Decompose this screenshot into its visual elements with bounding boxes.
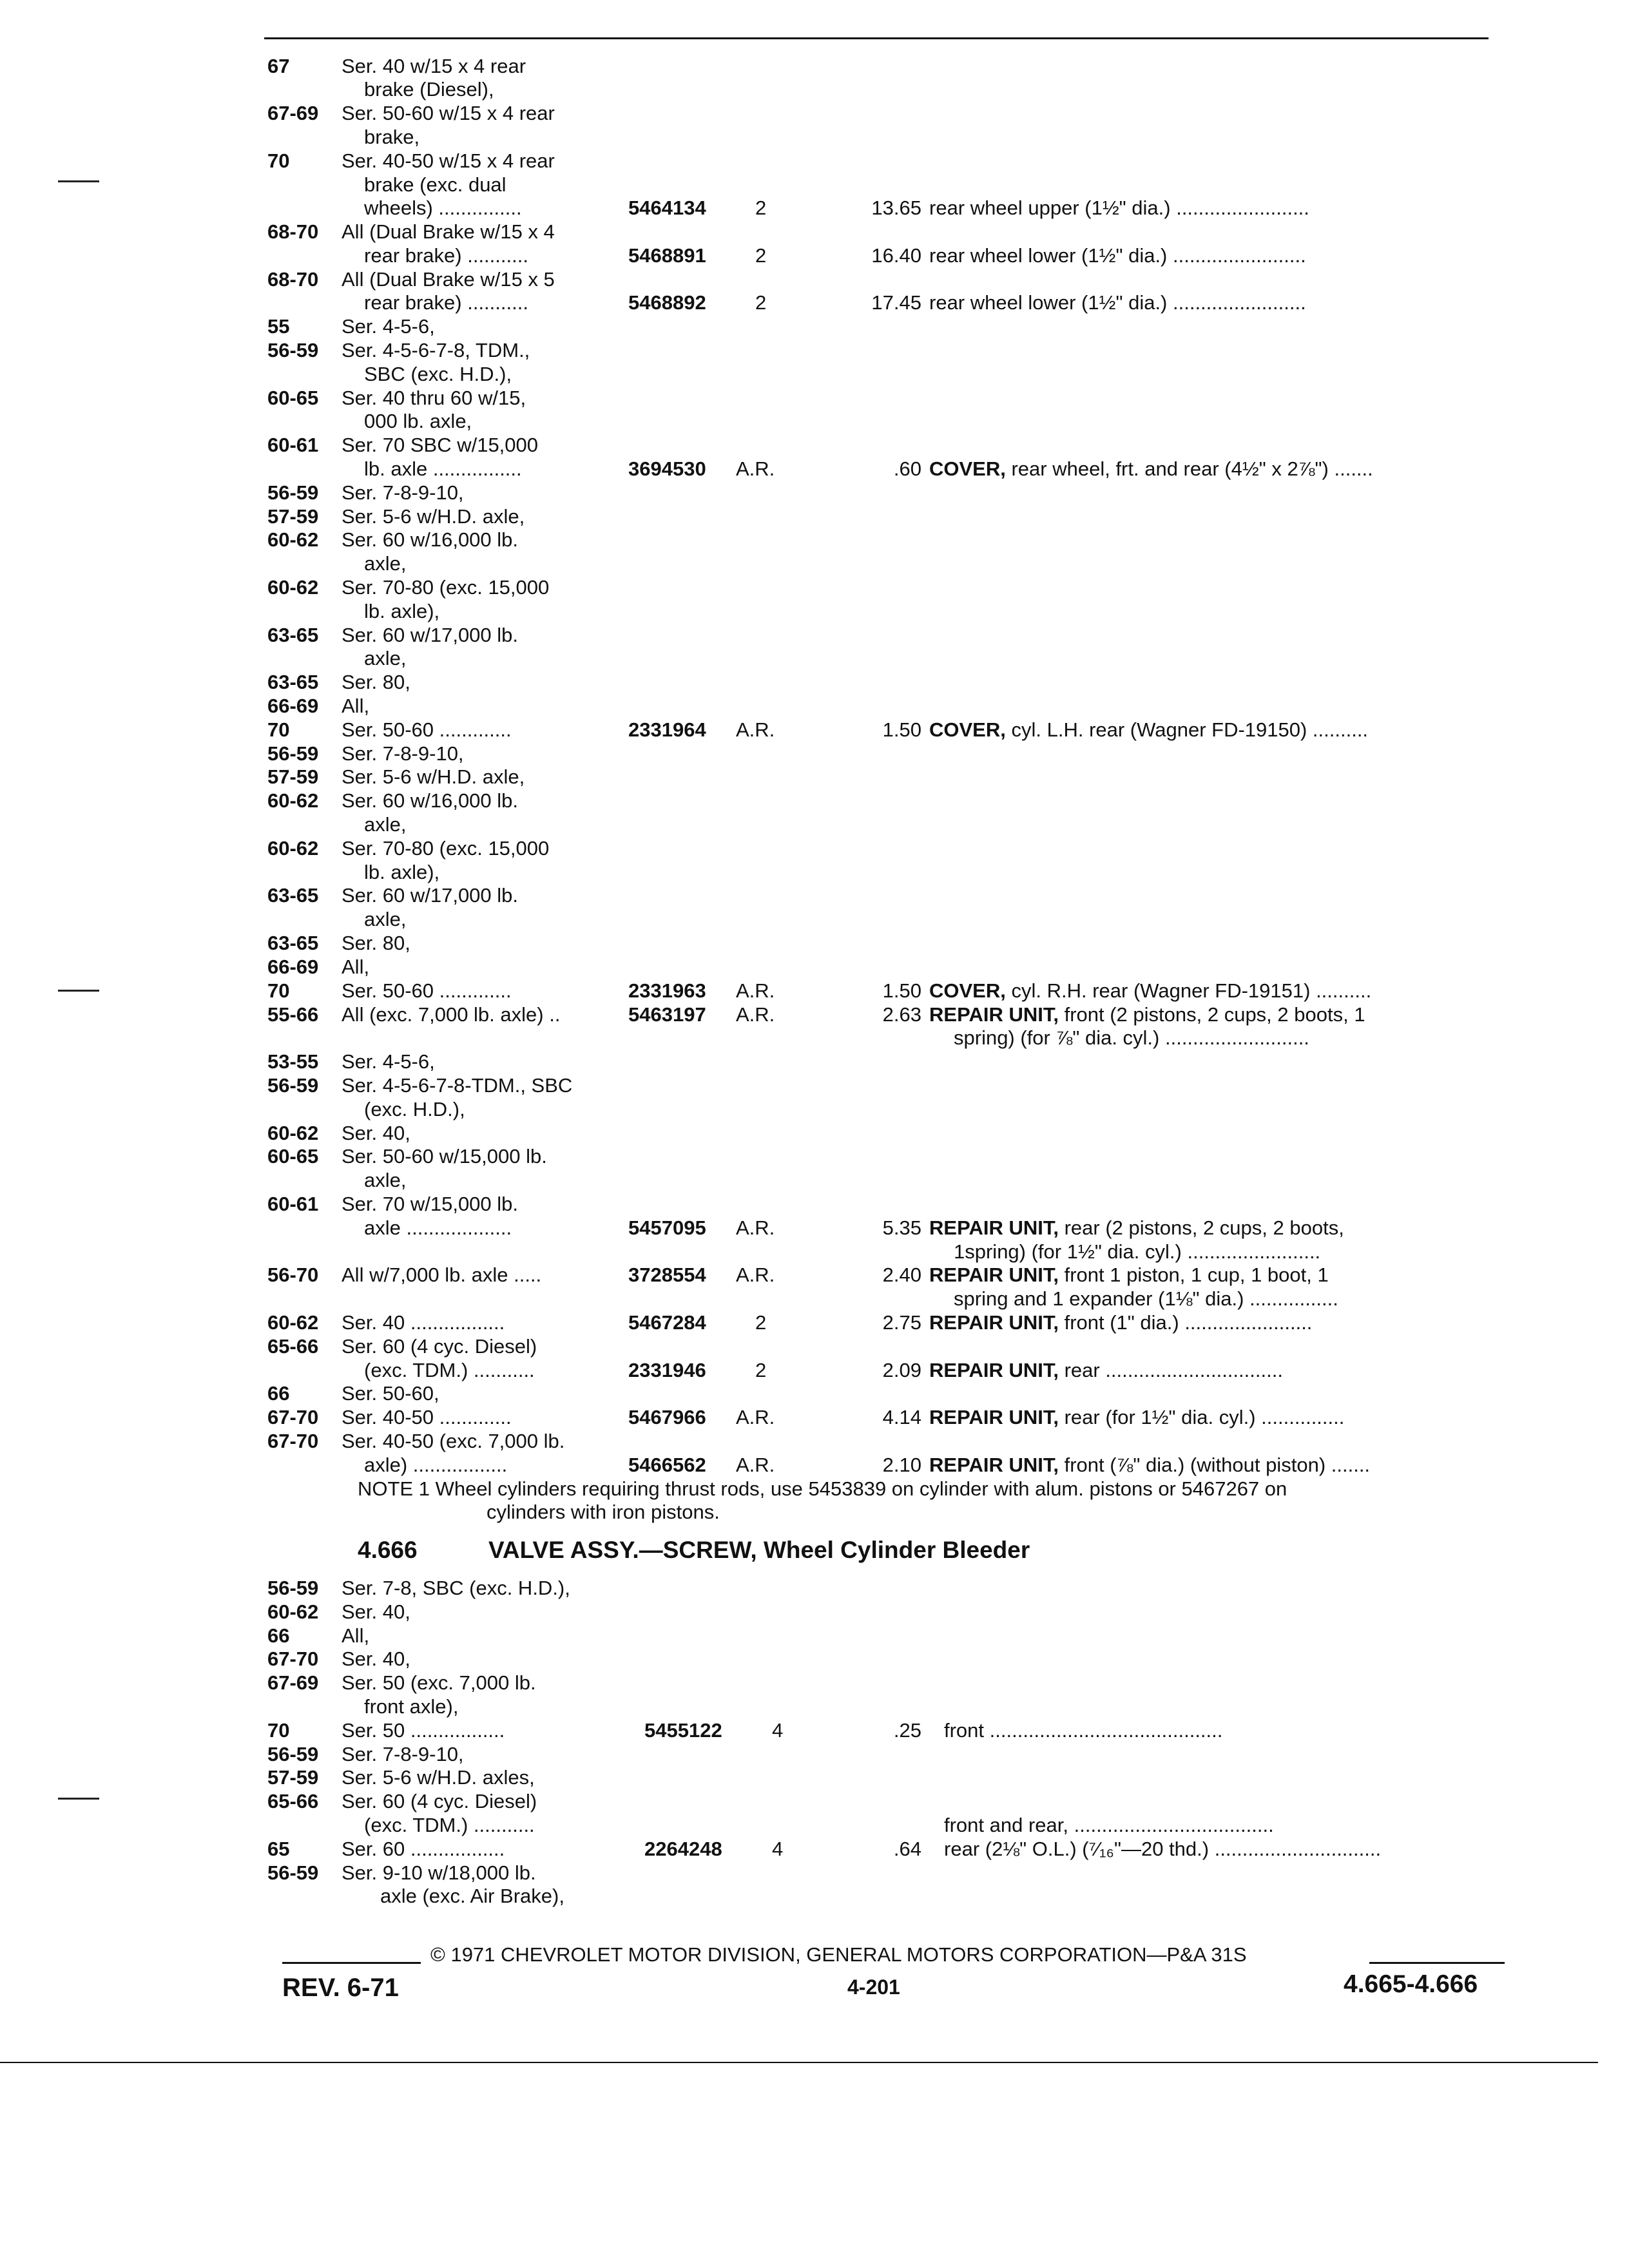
description bbox=[929, 1406, 1344, 1429]
quantity: 2 bbox=[755, 197, 767, 219]
text: 56-59 bbox=[267, 1743, 319, 1765]
description bbox=[929, 1359, 1283, 1382]
description-text: rear wheel, frt. and rear (4½" x 2⅞") ....... bbox=[1011, 457, 1373, 480]
text: All, bbox=[342, 956, 370, 978]
quantity: A.R. bbox=[736, 718, 775, 741]
description: spring) (for ⅞" dia. cyl.) .......................... bbox=[954, 1026, 1309, 1049]
part-name: REPAIR UNIT, bbox=[929, 1359, 1059, 1381]
text: 70 bbox=[267, 979, 290, 1002]
text: Ser. 60 (4 cyc. Diesel) bbox=[342, 1790, 537, 1812]
text: Ser. 60 w/16,000 lb. bbox=[342, 528, 519, 551]
text: 65-66 bbox=[267, 1790, 319, 1812]
text: 56-59 bbox=[267, 1074, 319, 1097]
text: All (exc. 7,000 lb. axle) .. bbox=[342, 1003, 561, 1026]
description: 1spring) (for 1½" dia. cyl.) ........................ bbox=[954, 1240, 1321, 1263]
text: 66 bbox=[267, 1624, 290, 1647]
part-number: 5468891 bbox=[628, 244, 706, 267]
description-text: front (⅞" dia.) (without piston) ....... bbox=[1064, 1454, 1371, 1476]
text: axle, bbox=[364, 647, 407, 669]
text: 60-62 bbox=[267, 1122, 319, 1144]
text: 66-69 bbox=[267, 695, 319, 717]
text: All, bbox=[342, 1624, 370, 1647]
text: SBC (exc. H.D.), bbox=[364, 363, 512, 385]
text: Ser. 5-6 w/H.D. axle, bbox=[342, 505, 525, 528]
text: (exc. H.D.), bbox=[364, 1098, 465, 1120]
text: lb. axle), bbox=[364, 600, 440, 622]
part-number: 3728554 bbox=[628, 1264, 706, 1286]
text: 60-65 bbox=[267, 1145, 319, 1168]
text: 65-66 bbox=[267, 1335, 319, 1358]
text: 55-66 bbox=[267, 1003, 319, 1026]
description bbox=[929, 1003, 1365, 1026]
text: rear brake) ........... bbox=[364, 244, 528, 267]
text: 68-70 bbox=[267, 268, 319, 291]
price: 17.45 bbox=[871, 291, 921, 314]
part-number: 5468892 bbox=[628, 291, 706, 314]
text: 56-70 bbox=[267, 1264, 319, 1286]
text: Ser. 4-5-6, bbox=[342, 315, 435, 338]
text: brake (Diesel), bbox=[364, 78, 494, 101]
part-name: COVER, bbox=[929, 457, 1006, 480]
text: Ser. 40, bbox=[342, 1648, 410, 1670]
text: axle ................... bbox=[364, 1216, 512, 1239]
price: 2.09 bbox=[882, 1359, 921, 1381]
part-number: 2264248 bbox=[644, 1838, 722, 1860]
description: rear wheel lower (1½" dia.) ........................ bbox=[929, 291, 1306, 314]
top-rule bbox=[264, 37, 1489, 39]
text: Ser. 7-8-9-10, bbox=[342, 742, 464, 765]
price: 4.14 bbox=[882, 1406, 921, 1428]
description-text: rear (2 pistons, 2 cups, 2 boots, bbox=[1064, 1216, 1344, 1239]
description bbox=[929, 1216, 1344, 1240]
description-text: cyl. R.H. rear (Wagner FD-19151) .......... bbox=[1011, 979, 1372, 1002]
text: axle, bbox=[364, 908, 407, 930]
price: 2.75 bbox=[882, 1311, 921, 1334]
text: All, bbox=[342, 695, 370, 717]
text: Ser. 50 ................. bbox=[342, 1719, 505, 1742]
footer-rule-left bbox=[282, 1962, 421, 1964]
part-number: 3694530 bbox=[628, 457, 706, 480]
description: spring and 1 expander (1⅛" dia.) ................ bbox=[954, 1287, 1338, 1310]
price: .60 bbox=[893, 457, 921, 480]
part-name: COVER, bbox=[929, 979, 1006, 1002]
note: NOTE 1 Wheel cylinders requiring thrust rods, use 5453839 on cylinder with alum. pistons or 5467267 on bbox=[358, 1477, 1287, 1500]
footer-rule-right bbox=[1369, 1962, 1505, 1964]
text: 60-62 bbox=[267, 789, 319, 812]
section-title: VALVE ASSY.—SCREW, Wheel Cylinder Bleeder bbox=[488, 1537, 1030, 1563]
text: 67-69 bbox=[267, 1671, 319, 1694]
revision: REV. 6-71 bbox=[282, 1974, 399, 2002]
text: lb. axle), bbox=[364, 861, 440, 883]
text: 67-70 bbox=[267, 1648, 319, 1670]
description: rear wheel upper (1½" dia.) ........................ bbox=[929, 197, 1309, 219]
text: Ser. 80, bbox=[342, 932, 410, 954]
text: Ser. 70 SBC w/15,000 bbox=[342, 434, 539, 456]
price: 13.65 bbox=[871, 197, 921, 219]
text: Ser. 40 w/15 x 4 rear bbox=[342, 55, 526, 77]
text: All (Dual Brake w/15 x 4 bbox=[342, 220, 555, 243]
text: 60-61 bbox=[267, 434, 319, 456]
price: 16.40 bbox=[871, 244, 921, 267]
quantity: 2 bbox=[755, 244, 767, 267]
text: Ser. 7-8-9-10, bbox=[342, 1743, 464, 1765]
text: axle, bbox=[364, 1169, 407, 1191]
description bbox=[929, 1264, 1329, 1287]
bottom-rule bbox=[0, 2062, 1598, 2063]
price: .25 bbox=[893, 1719, 921, 1742]
part-name: REPAIR UNIT, bbox=[929, 1406, 1059, 1428]
quantity: A.R. bbox=[736, 979, 775, 1002]
text: rear brake) ........... bbox=[364, 291, 528, 314]
text: Ser. 70-80 (exc. 15,000 bbox=[342, 576, 550, 599]
text: 60-62 bbox=[267, 1600, 319, 1623]
text: 68-70 bbox=[267, 220, 319, 243]
text: front axle), bbox=[364, 1695, 459, 1718]
copyright: © 1971 CHEVROLET MOTOR DIVISION, GENERAL MOTORS CORPORATION—P&A 31S bbox=[430, 1943, 1247, 1966]
text: 63-65 bbox=[267, 624, 319, 646]
text: Ser. 5-6 w/H.D. axle, bbox=[342, 765, 525, 788]
margin-tick bbox=[58, 990, 99, 992]
part-name: COVER, bbox=[929, 718, 1006, 741]
text: wheels) ............... bbox=[364, 197, 522, 219]
text: 67-70 bbox=[267, 1430, 319, 1452]
part-number: 5457095 bbox=[628, 1216, 706, 1239]
text: Ser. 70 w/15,000 lb. bbox=[342, 1193, 519, 1215]
text: Ser. 40-50 ............. bbox=[342, 1406, 512, 1428]
text: Ser. 60 w/16,000 lb. bbox=[342, 789, 519, 812]
quantity: 4 bbox=[772, 1719, 784, 1742]
text: Ser. 60 w/17,000 lb. bbox=[342, 624, 519, 646]
part-number: 5466562 bbox=[628, 1454, 706, 1476]
text: Ser. 40, bbox=[342, 1600, 410, 1623]
text: 63-65 bbox=[267, 671, 319, 693]
text: brake, bbox=[364, 126, 420, 148]
text: Ser. 40-50 (exc. 7,000 lb. bbox=[342, 1430, 565, 1452]
description: rear wheel lower (1½" dia.) ........................ bbox=[929, 244, 1306, 267]
text: 63-65 bbox=[267, 884, 319, 907]
description-text: cyl. L.H. rear (Wagner FD-19150) .......... bbox=[1011, 718, 1369, 741]
description: front and rear, .................................... bbox=[944, 1814, 1274, 1836]
text: 56-59 bbox=[267, 742, 319, 765]
text: 63-65 bbox=[267, 932, 319, 954]
margin-tick bbox=[58, 180, 99, 182]
text: (exc. TDM.) ........... bbox=[364, 1359, 535, 1381]
price: 5.35 bbox=[882, 1216, 921, 1239]
quantity: A.R. bbox=[736, 1264, 775, 1286]
text: 70 bbox=[267, 149, 290, 172]
description bbox=[929, 457, 1373, 481]
price: .64 bbox=[893, 1838, 921, 1860]
description-text: front 1 piston, 1 cup, 1 boot, 1 bbox=[1064, 1264, 1329, 1286]
text: All w/7,000 lb. axle ..... bbox=[342, 1264, 542, 1286]
part-number: 2331963 bbox=[628, 979, 706, 1002]
text: 56-59 bbox=[267, 481, 319, 504]
section-index: 4.665-4.666 bbox=[1344, 1970, 1478, 1998]
part-number: 5455122 bbox=[644, 1719, 722, 1742]
text: 57-59 bbox=[267, 1766, 319, 1789]
text: Ser. 50-60, bbox=[342, 1382, 439, 1405]
note: cylinders with iron pistons. bbox=[487, 1501, 720, 1523]
text: axle, bbox=[364, 552, 407, 575]
text: Ser. 60 w/17,000 lb. bbox=[342, 884, 519, 907]
text: Ser. 7-8-9-10, bbox=[342, 481, 464, 504]
description-text: rear ................................ bbox=[1064, 1359, 1283, 1381]
text: 57-59 bbox=[267, 765, 319, 788]
quantity: 4 bbox=[772, 1838, 784, 1860]
part-number: 5464134 bbox=[628, 197, 706, 219]
text: 67-69 bbox=[267, 102, 319, 124]
part-name: REPAIR UNIT, bbox=[929, 1264, 1059, 1286]
text: 56-59 bbox=[267, 1577, 319, 1599]
text: 70 bbox=[267, 718, 290, 741]
text: 60-62 bbox=[267, 837, 319, 860]
text: 66 bbox=[267, 1382, 290, 1405]
description bbox=[929, 1454, 1370, 1477]
price: 2.40 bbox=[882, 1264, 921, 1286]
quantity: 2 bbox=[755, 1311, 767, 1334]
text: 55 bbox=[267, 315, 290, 338]
quantity: A.R. bbox=[736, 1003, 775, 1026]
part-number: 5463197 bbox=[628, 1003, 706, 1026]
text: Ser. 5-6 w/H.D. axles, bbox=[342, 1766, 535, 1789]
text: Ser. 9-10 w/18,000 lb. bbox=[342, 1861, 536, 1884]
description-text: front (1" dia.) ....................... bbox=[1064, 1311, 1313, 1334]
price: 2.63 bbox=[882, 1003, 921, 1026]
text: Ser. 4-5-6-7-8, TDM., bbox=[342, 339, 530, 361]
text: Ser. 50-60 w/15 x 4 rear bbox=[342, 102, 555, 124]
description-text: front (2 pistons, 2 cups, 2 boots, 1 bbox=[1064, 1003, 1365, 1026]
text: 57-59 bbox=[267, 505, 319, 528]
text: Ser. 40, bbox=[342, 1122, 410, 1144]
text: 70 bbox=[267, 1719, 290, 1742]
text: 65 bbox=[267, 1838, 290, 1860]
price: 1.50 bbox=[882, 718, 921, 741]
text: Ser. 60 (4 cyc. Diesel) bbox=[342, 1335, 537, 1358]
text: Ser. 40-50 w/15 x 4 rear bbox=[342, 149, 555, 172]
part-number: 5467966 bbox=[628, 1406, 706, 1428]
description-text: rear (for 1½" dia. cyl.) ............... bbox=[1064, 1406, 1345, 1428]
text: Ser. 40 thru 60 w/15, bbox=[342, 387, 526, 409]
text: Ser. 4-5-6, bbox=[342, 1050, 435, 1073]
description: front .......................................... bbox=[944, 1719, 1223, 1742]
text: 60-62 bbox=[267, 1311, 319, 1334]
text: axle (exc. Air Brake), bbox=[380, 1885, 564, 1907]
text: 60-62 bbox=[267, 528, 319, 551]
margin-tick bbox=[58, 1798, 99, 1800]
text: brake (exc. dual bbox=[364, 173, 506, 196]
text: axle) ................. bbox=[364, 1454, 508, 1476]
section-number: 4.666 bbox=[358, 1537, 418, 1563]
price: 2.10 bbox=[882, 1454, 921, 1476]
text: Ser. 80, bbox=[342, 671, 410, 693]
text: 56-59 bbox=[267, 1861, 319, 1884]
part-number: 2331964 bbox=[628, 718, 706, 741]
description bbox=[929, 1311, 1312, 1334]
part-name: REPAIR UNIT, bbox=[929, 1216, 1059, 1239]
description: rear (2⅛" O.L.) (⁷⁄₁₆"—20 thd.) .............................. bbox=[944, 1838, 1382, 1860]
part-number: 2331946 bbox=[628, 1359, 706, 1381]
text: 67 bbox=[267, 55, 290, 77]
description bbox=[929, 718, 1368, 742]
text: lb. axle ................ bbox=[364, 457, 522, 480]
text: Ser. 50-60 w/15,000 lb. bbox=[342, 1145, 547, 1168]
text: 53-55 bbox=[267, 1050, 319, 1073]
text: Ser. 40 ................. bbox=[342, 1311, 505, 1334]
text: Ser. 70-80 (exc. 15,000 bbox=[342, 837, 550, 860]
text: 60-62 bbox=[267, 576, 319, 599]
part-name: REPAIR UNIT, bbox=[929, 1003, 1059, 1026]
quantity: 2 bbox=[755, 1359, 767, 1381]
page-number: 4-201 bbox=[847, 1975, 900, 1999]
text: (exc. TDM.) ........... bbox=[364, 1814, 535, 1836]
part-name: REPAIR UNIT, bbox=[929, 1454, 1059, 1476]
text: 000 lb. axle, bbox=[364, 410, 472, 432]
quantity: A.R. bbox=[736, 1454, 775, 1476]
text: Ser. 50 (exc. 7,000 lb. bbox=[342, 1671, 536, 1694]
text: 56-59 bbox=[267, 339, 319, 361]
text: Ser. 60 ................. bbox=[342, 1838, 505, 1860]
part-number: 5467284 bbox=[628, 1311, 706, 1334]
text: axle, bbox=[364, 813, 407, 836]
price: 1.50 bbox=[882, 979, 921, 1002]
part-name: REPAIR UNIT, bbox=[929, 1311, 1059, 1334]
quantity: A.R. bbox=[736, 457, 775, 480]
text: Ser. 7-8, SBC (exc. H.D.), bbox=[342, 1577, 570, 1599]
text: 60-61 bbox=[267, 1193, 319, 1215]
quantity: A.R. bbox=[736, 1216, 775, 1239]
quantity: A.R. bbox=[736, 1406, 775, 1428]
text: Ser. 50-60 ............. bbox=[342, 979, 512, 1002]
text: 67-70 bbox=[267, 1406, 319, 1428]
text: 66-69 bbox=[267, 956, 319, 978]
text: Ser. 50-60 ............. bbox=[342, 718, 512, 741]
quantity: 2 bbox=[755, 291, 767, 314]
text: Ser. 4-5-6-7-8-TDM., SBC bbox=[342, 1074, 573, 1097]
text: All (Dual Brake w/15 x 5 bbox=[342, 268, 555, 291]
text: 60-65 bbox=[267, 387, 319, 409]
description bbox=[929, 979, 1371, 1003]
